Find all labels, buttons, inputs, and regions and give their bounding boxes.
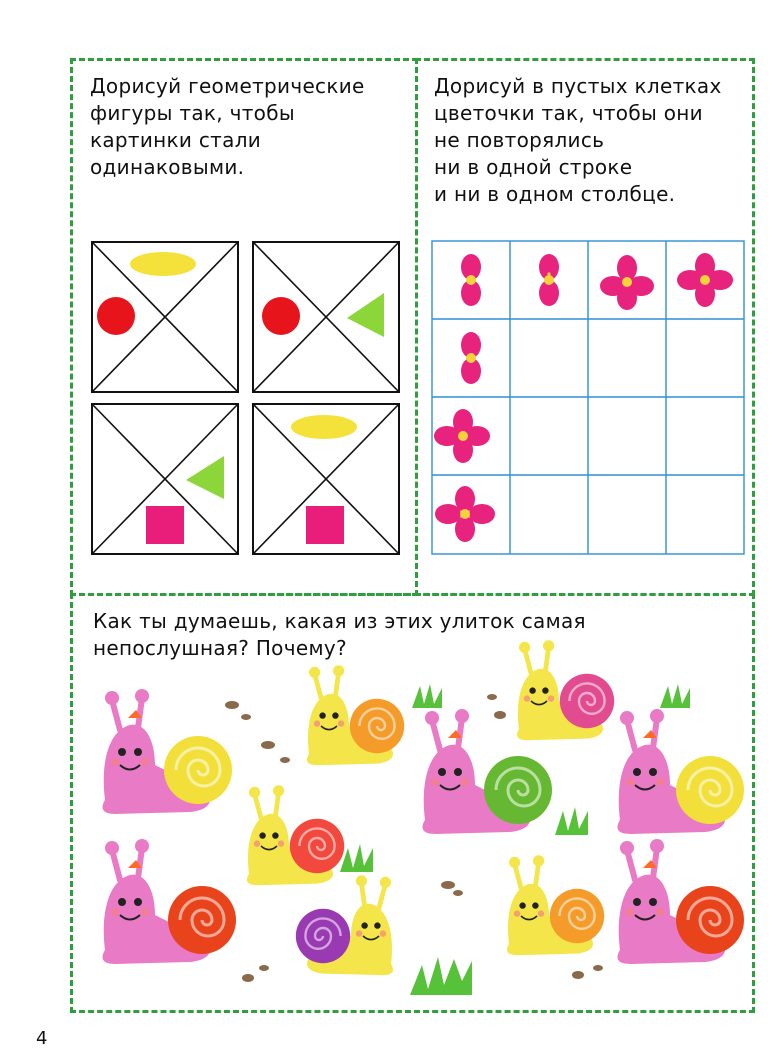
yellow-snail-orange-shell-bottom <box>507 855 604 955</box>
task2-instructions: Дорисуй в пустых клетках цветочки так, чтобы они не повторялись ни в одной строке и ни в одном столбце. <box>434 74 722 206</box>
task3-question: Как ты думаешь, какая из этих улиток самая непослушная? Почему? <box>93 609 586 660</box>
yellow-snail-purple-shell-facing-left <box>296 875 393 975</box>
page-number: 4 <box>36 1028 48 1049</box>
yellow-snail-red-shell <box>247 785 344 885</box>
yellow-snail-orange-shell <box>307 665 404 765</box>
grass-tuft <box>555 807 588 835</box>
grass-tuft <box>340 844 373 872</box>
pink-snail-red-shell-right <box>617 839 744 964</box>
grass-tuft <box>412 684 442 708</box>
grass-tuft <box>410 957 472 995</box>
pink-snail-red-shell <box>102 839 236 964</box>
task1-instructions: Дорисуй геометрические фигуры так, чтобы картинки стали одинаковыми. <box>90 74 365 179</box>
pink-snail-yellow-shell <box>102 689 232 814</box>
yellow-snail-pink-shell <box>517 640 614 740</box>
pink-snail-yellow-shell-right <box>617 709 744 834</box>
grass-tuft <box>660 684 690 708</box>
